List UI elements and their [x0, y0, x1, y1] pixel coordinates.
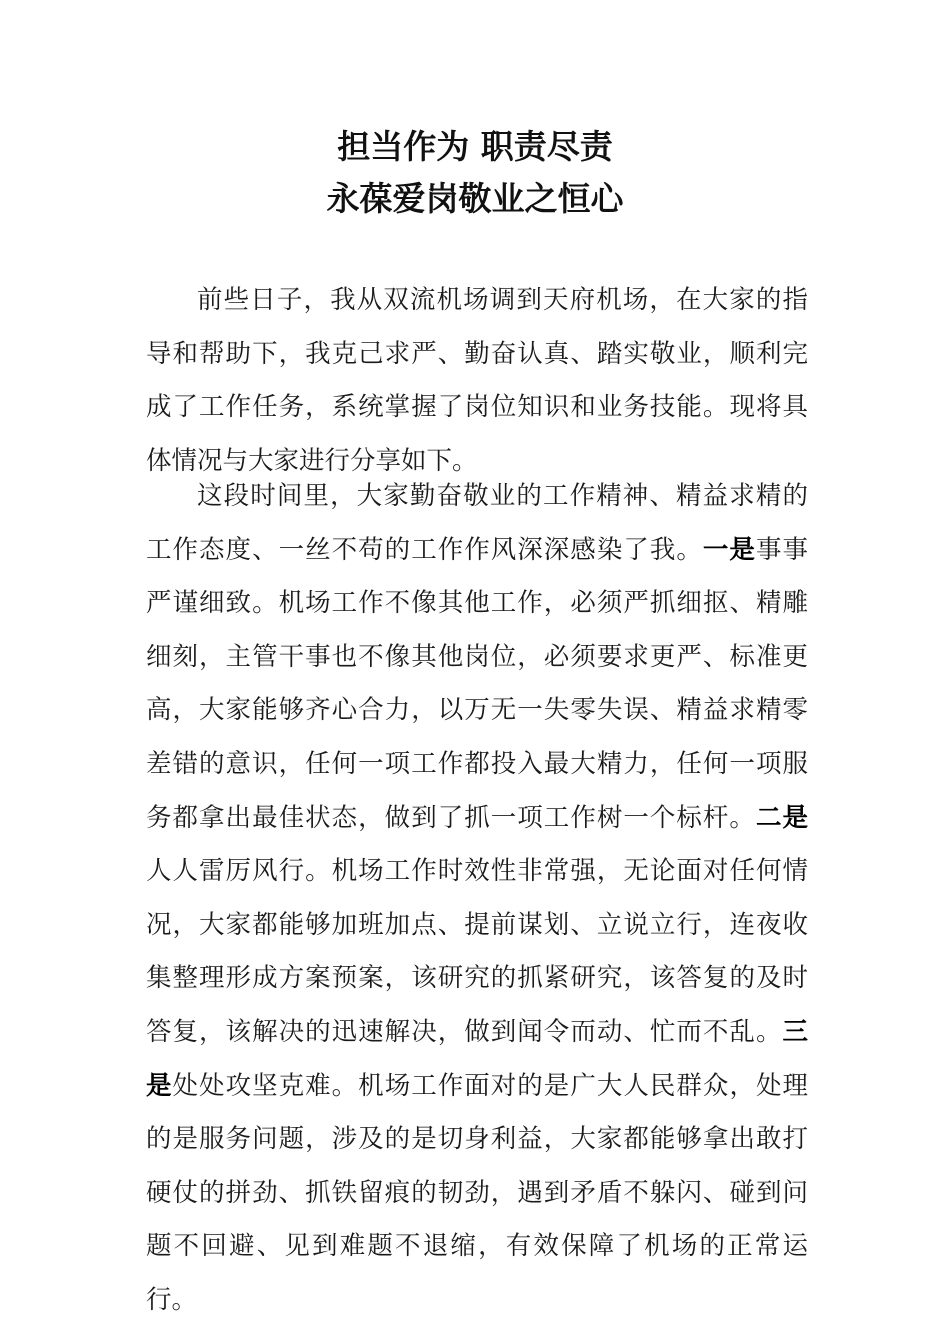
- paragraph-details: [146, 470, 808, 1328]
- title-line-2: 永葆爱岗敬业之恒心: [326, 179, 624, 218]
- point-1-text: 事事严谨细致。机场工作不像其他工作，必须严抓细抠、精雕细刻，主管干事也不像其他岗位，必须要求更严、标准更高，大家能够齐心合力，以万无一失零失误、精益求精零差错的意识，任何一项工作都投入最大精力，任何一项服务都拿出最佳状态，做到了抓一项工作树一个标杆。: [146, 534, 808, 833]
- point-3-label: 三是: [146, 1016, 808, 1101]
- point-3-text: 处处攻坚克难。机场工作面对的是广大人民群众，处理的是服务问题，涉及的是切身利益，大家都能够拿出敢打硬仗的拼劲、抓铁留痕的韧劲，遇到矛盾不躲闪、碰到问题不回避、见到难题不退缩，有效保障了机场的正常运行。: [146, 1070, 808, 1315]
- point-1-label: 一是: [702, 534, 756, 565]
- point-2-text: 人人雷厉风行。机场工作时效性非常强，无论面对任何情况，大家都能够加班加点、提前谋划、立说立行，连夜收集整理形成方案预案，该研究的抓紧研究，该答复的及时答复，该解决的迅速解决，做到闻令而动、忙而不乱。: [146, 856, 808, 1047]
- point-2-label: 二是: [755, 802, 808, 833]
- title-line-1: 担当作为 职责尽责: [337, 127, 613, 166]
- paragraph-intro: 前些日子，我从双流机场调到天府机场，在大家的指导和帮助下，我克己求严、勤奋认真、踏实敬业，顺利完成了工作任务，系统掌握了岗位知识和业务技能。现将具体情况与大家进行分享如下。: [146, 285, 808, 476]
- paragraph-details-intro: 这段时间里，大家勤奋敬业的工作精神、精益求精的工作态度、一丝不苟的工作作风深深感染了我。: [146, 481, 808, 565]
